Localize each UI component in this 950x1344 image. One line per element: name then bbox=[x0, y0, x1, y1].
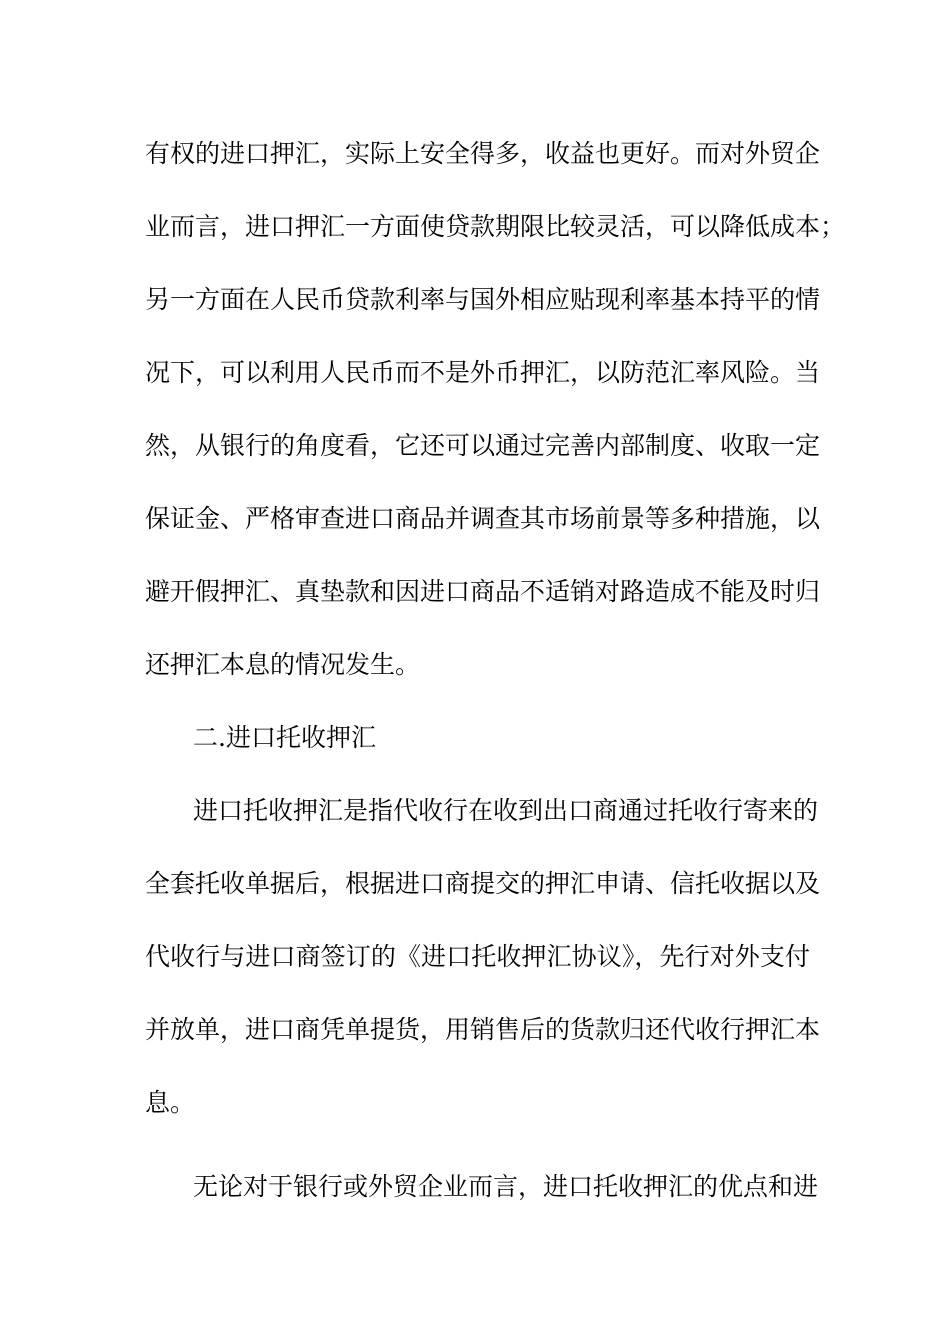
paragraph-line: 还押汇本息的情况发生。 bbox=[145, 650, 421, 679]
paragraph-line: 然，从银行的角度看，它还可以通过完善内部制度、收取一定 bbox=[145, 431, 821, 460]
paragraph-line: 况下，可以利用人民币而不是外币押汇，以防范汇率风险。当 bbox=[145, 358, 821, 387]
paragraph-line: 全套托收单据后，根据进口商提交的押汇申请、信托收据以及 bbox=[145, 869, 821, 898]
paragraph-line: 代收行与进口商签订的《进口托收押汇协议》，先行对外支付 bbox=[145, 942, 810, 971]
paragraph-line: 息。 bbox=[145, 1088, 196, 1117]
paragraph-line: 无论对于银行或外贸企业而言，进口托收押汇的优点和进 bbox=[193, 1172, 819, 1201]
paragraph-line: 另一方面在人民币贷款利率与国外相应贴现利率基本持平的情 bbox=[145, 285, 821, 314]
paragraph-line: 有权的进口押汇，实际上安全得多，收益也更好。而对外贸企 bbox=[145, 139, 821, 168]
paragraph-line: 避开假押汇、真垫款和因进口商品不适销对路造成不能及时归 bbox=[145, 577, 821, 606]
section-heading: 二.进口托收押汇 bbox=[193, 723, 376, 752]
paragraph-line: 保证金、严格审查进口商品并调查其市场前景等多种措施，以 bbox=[145, 504, 821, 533]
paragraph-line: 业而言，进口押汇一方面使贷款期限比较灵活，可以降低成本； bbox=[145, 212, 846, 241]
paragraph-line: 并放单，进口商凭单提货，用销售后的货款归还代收行押汇本 bbox=[145, 1015, 821, 1044]
paragraph-line: 进口托收押汇是指代收行在收到出口商通过托收行寄来的 bbox=[193, 796, 819, 825]
